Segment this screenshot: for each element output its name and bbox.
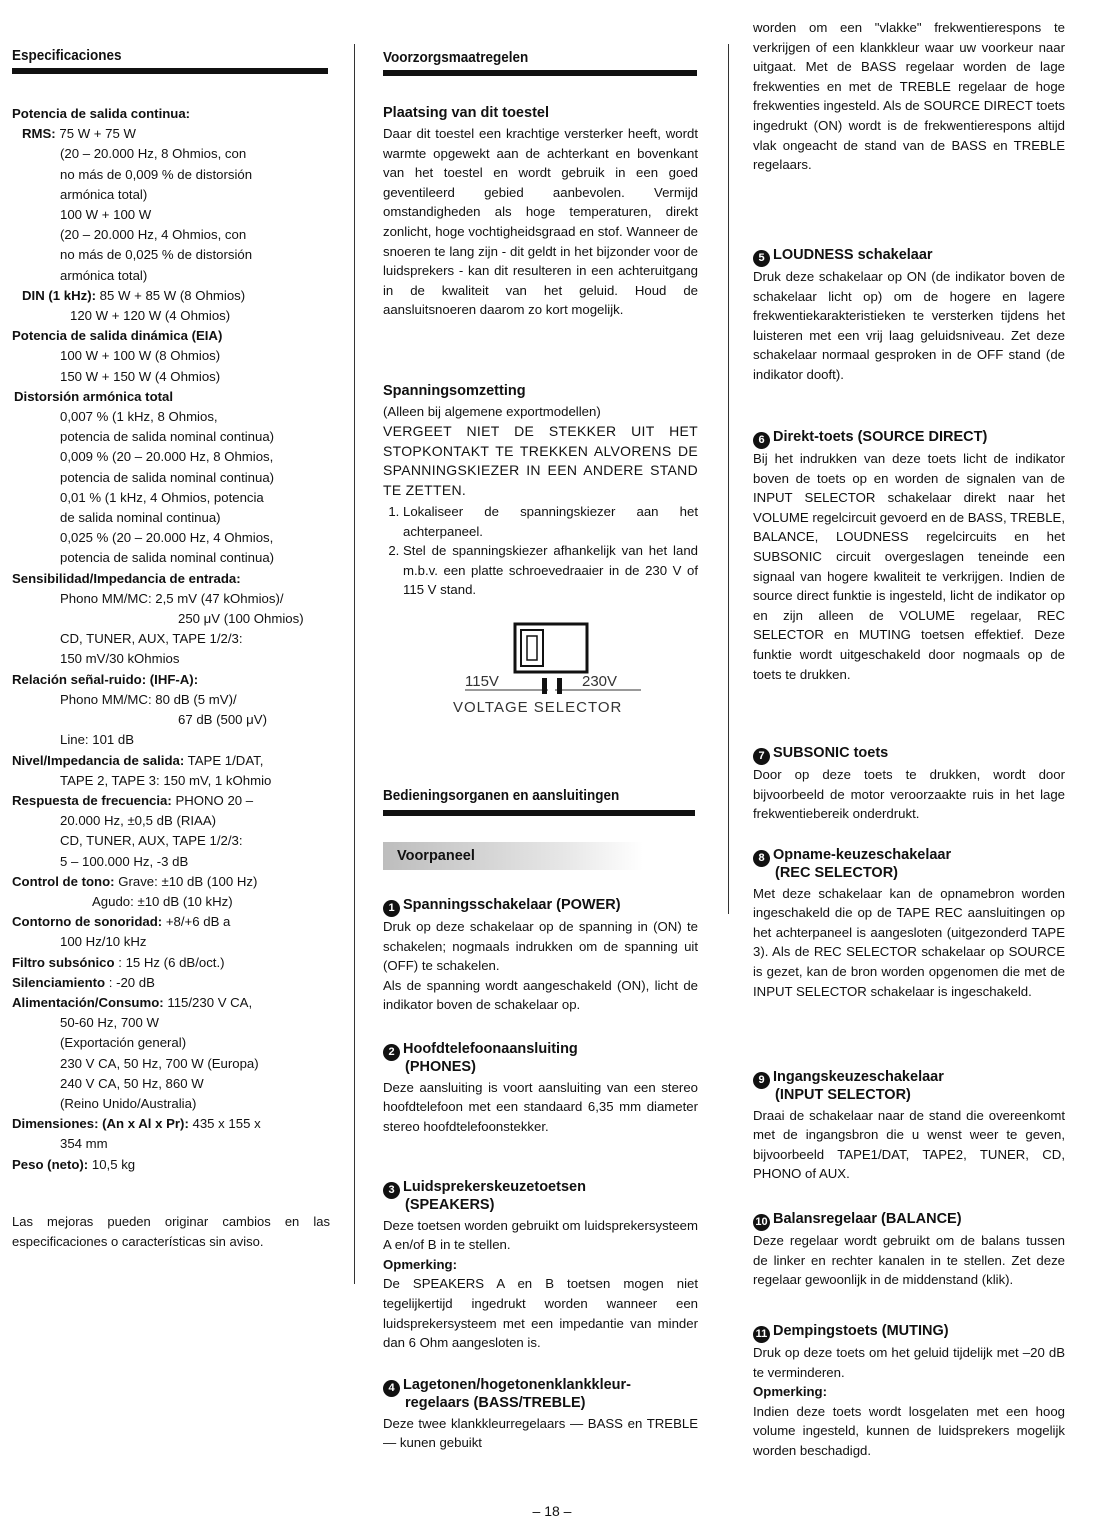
spec-label: Dimensiones: (An x Al x Pr): <box>12 1116 189 1132</box>
bedien-title-rule <box>383 810 695 816</box>
item-title-text: Lagetonen/hogetonenklankkleur- <box>403 1377 631 1393</box>
spec-label: Contorno de sonoridad: <box>12 914 163 930</box>
item-number-icon: 2 <box>383 1044 400 1061</box>
spanning-step: 1. Lokaliseer de spanningskiezer aan het achterpaneel. <box>403 502 698 541</box>
spec-label: Silenciamiento <box>12 974 106 990</box>
spec-line <box>12 266 342 286</box>
spec-line <box>12 1013 342 1033</box>
item-title-line2: (SPEAKERS) <box>405 1197 495 1213</box>
spec-value: 240 V CA, 50 Hz, 860 W <box>60 1075 204 1091</box>
spec-line <box>12 548 342 568</box>
spec-line <box>12 326 342 346</box>
spec-value: 20.000 Hz, ±0,5 dB (RIAA) <box>60 813 217 829</box>
spec-value: de salida nominal continua) <box>60 510 221 526</box>
spec-line <box>12 609 342 629</box>
item-note-label: Opmerking: <box>753 1384 828 1400</box>
spec-value: PHONO 20 – <box>171 792 254 808</box>
spec-line <box>12 811 342 831</box>
spec-line <box>12 710 342 730</box>
spec-line <box>12 387 342 407</box>
item-description: Deze twee klankkleurregelaars — BASS en TREBLE — kunen gebuikt <box>383 1415 698 1451</box>
plaatsing-title: Plaatsing van dit toestel <box>383 105 549 121</box>
spec-line <box>12 852 342 872</box>
spec-value: 5 – 100.000 Hz, -3 dB <box>60 853 189 869</box>
item-description: Druk deze schakelaar op ON (de indikator boven de schakelaar licht op) om de hogere en lagere frekwentiekarakteristieken te versterken tijdens het luisteren met een vrij laag geluidsniveau. Zet deze schakelaar normaal gesproken in de OFF stand (de indikator dooft). <box>753 269 1065 382</box>
spec-line <box>12 973 342 993</box>
spec-value: 100 W + 100 W (8 Ohmios) <box>60 348 221 364</box>
item-description: Deze aansluiting is voort aansluiting van een stereo hoofdtelefoon met een standaard 6,35 mm diameter stereo hoofdtelefoonstekker. <box>383 1079 698 1134</box>
item-title-text: Dempingstoets (MUTING) <box>773 1323 949 1339</box>
control-item-title <box>753 1210 1065 1231</box>
spec-list <box>12 104 342 1175</box>
spec-line <box>12 165 342 185</box>
spec-line <box>12 104 342 124</box>
item-title-text: Hoofdtelefoonaansluiting <box>403 1041 578 1057</box>
item-number-icon: 9 <box>753 1072 770 1089</box>
spec-value: armónica total) <box>60 267 148 283</box>
spec-value: no más de 0,025 % de distorsión <box>60 247 253 263</box>
item-title-text: Balansregelaar (BALANCE) <box>773 1211 962 1227</box>
item-number-icon: 11 <box>753 1326 770 1343</box>
spec-value: : -20 dB <box>105 974 155 990</box>
item-number-icon: 3 <box>383 1182 400 1199</box>
spec-value: CD, TUNER, AUX, TAPE 1/2/3: <box>60 631 243 647</box>
spec-value: no más de 0,009 % de distorsión <box>60 166 253 182</box>
spec-value: Grave: ±10 dB (100 Hz) <box>114 873 258 889</box>
item-description: Deze regelaar wordt gebruikt om de balans tussen de linker en rechter kanalen in te stellen. Zet deze regelaar gewoonlijk in de middenstand (klik). <box>753 1233 1065 1288</box>
mark-115 <box>542 678 547 694</box>
spec-value: 150 mV/30 kOhmios <box>60 651 180 667</box>
control-item-7 <box>753 744 1065 824</box>
spec-title-rule <box>12 68 328 74</box>
spec-value: 75 W + 75 W <box>55 126 136 142</box>
spec-label: Alimentación/Consumo: <box>12 994 164 1010</box>
spec-line <box>12 1033 342 1053</box>
spec-line <box>12 306 342 326</box>
spec-value: TAPE 1/DAT, <box>184 752 264 768</box>
item-title-line2: (INPUT SELECTOR) <box>775 1087 911 1103</box>
spec-label: Relación señal-ruido: (IHF-A): <box>12 671 199 687</box>
spec-line <box>12 1054 342 1074</box>
item-description: Druk op deze schakelaar op de spanning in (ON) te schakelen; nogmaals indrukken om de spanning uit (OFF) te schakelen. <box>383 919 698 974</box>
spec-value: TAPE 2, TAPE 3: 150 mV, 1 kOhmio <box>60 772 272 788</box>
spec-line <box>12 932 342 952</box>
voorpaneel-title: Voorpaneel <box>397 848 475 864</box>
item-number-icon: 6 <box>753 432 770 449</box>
control-item-8 <box>753 846 1065 1001</box>
label-230v: 230V <box>582 673 618 690</box>
spec-value: 50-60 Hz, 700 W <box>60 1015 159 1031</box>
spec-line <box>12 1155 342 1175</box>
item-title-text: Luidsprekerskeuzetoetsen <box>403 1179 586 1195</box>
spec-line <box>12 892 342 912</box>
spec-note: Las mejoras pueden originar cambios en las especificaciones o características sin aviso. <box>12 1214 330 1249</box>
spec-line <box>12 185 342 205</box>
spec-line <box>12 508 342 528</box>
spec-value: 230 V CA, 50 Hz, 700 W (Europa) <box>60 1055 259 1071</box>
spec-line <box>12 427 342 447</box>
spanning-steps <box>383 502 698 600</box>
spec-line <box>12 144 342 164</box>
item-title-line2: (REC SELECTOR) <box>775 865 898 881</box>
spec-value: Phono MM/MC: 2,5 mV (47 kOhmios)/ <box>60 590 284 606</box>
spec-label: Peso (neto): <box>12 1156 89 1172</box>
spec-line <box>12 245 342 265</box>
item-4-continued: worden om een "vlakke" frekwentierespons te verkrijgen of een klankkleur waar uw voorkeur naar uitgaat. Met de BASS regelaar worden de lage frekwenties en met de TREBLE regelaar de hoge frekwenties ingesteld. Als de SOURCE DIRECT toets ingedrukt (ON) wordt is de frekwentierespons altijd vlak ongeacht de stand van de BASS en TREBLE regelaars. <box>753 20 1065 173</box>
spec-line <box>12 1074 342 1094</box>
mark-230 <box>557 678 562 694</box>
spec-value: Agudo: ±10 dB (10 kHz) <box>92 893 233 909</box>
spec-value: 0,01 % (1 kHz, 4 Ohmios, potencia <box>60 489 264 505</box>
spec-value: +8/+6 dB a <box>162 914 231 930</box>
spec-line <box>12 730 342 750</box>
item-number-icon: 10 <box>753 1214 770 1231</box>
page-number: – 18 – <box>532 1503 572 1519</box>
spec-line <box>12 205 342 225</box>
spec-value: 100 W + 100 W <box>60 207 152 223</box>
spec-value: (Exportación general) <box>60 1035 187 1051</box>
spec-line <box>12 528 342 548</box>
spec-value: 354 mm <box>60 1136 108 1152</box>
control-item-9 <box>753 1068 1065 1184</box>
spec-line <box>12 872 342 892</box>
spec-value: : 15 Hz (6 dB/oct.) <box>114 954 225 970</box>
spec-line <box>12 912 342 932</box>
item-number-icon: 4 <box>383 1380 400 1397</box>
item-description: Druk op deze toets om het geluid tijdelijk met –20 dB te verminderen. <box>753 1345 1065 1380</box>
item-note-label: Opmerking: <box>383 1256 458 1272</box>
spec-line <box>12 468 342 488</box>
spanning-warning: VERGEET NIET DE STEKKER UIT HET STOPKONTAKT TE TREKKEN ALVORENS DE SPANNINGSKIEZER IN EEN ANDERE STAND TE ZETTEN. <box>383 423 698 498</box>
spec-value: potencia de salida nominal continua) <box>60 550 275 566</box>
spec-value: 85 W + 85 W (8 Ohmios) <box>96 287 246 303</box>
spec-value: Line: 101 dB <box>60 732 135 748</box>
control-item-3 <box>383 1178 698 1353</box>
spec-line <box>12 225 342 245</box>
spec-value: 150 W + 150 W (4 Ohmios) <box>60 368 221 384</box>
voltage-selector-caption: VOLTAGE SELECTOR <box>453 699 623 716</box>
item-title-text: Opname-keuzeschakelaar <box>773 847 952 863</box>
spanning-subtitle: (Alleen bij algemene exportmodellen) <box>383 404 601 419</box>
spec-value: 0,007 % (1 kHz, 8 Ohmios, <box>60 409 218 425</box>
item-description: Door op deze toets te drukken, wordt door bijvoorbeeld de motor veroorzaakte ruis in het lage frekwentiebereik onderdrukt. <box>753 767 1065 822</box>
control-item-6 <box>753 428 1065 684</box>
column-divider-2 <box>728 44 729 914</box>
spec-value: 0,009 % (20 – 20.000 Hz, 8 Ohmios, <box>60 449 274 465</box>
spec-line <box>12 1094 342 1114</box>
spec-value: 120 W + 120 W (4 Ohmios) <box>70 308 231 324</box>
control-item-1 <box>383 896 698 1015</box>
spec-line <box>12 488 342 508</box>
spec-line <box>12 447 342 467</box>
item-note-text: Indien deze toets wordt losgelaten met een hoog volume ingesteld, kunnen de luidsprekers mogelijk worden beschadigd. <box>753 1403 1065 1458</box>
spec-value: (20 – 20.000 Hz, 4 Ohmios, con <box>60 227 247 243</box>
spec-value: potencia de salida nominal continua) <box>60 469 275 485</box>
control-item-11 <box>753 1322 1065 1461</box>
item-title-text: Spanningsschakelaar (POWER) <box>403 897 621 913</box>
spec-label: Potencia de salida dinámica (EIA) <box>12 328 223 344</box>
spec-line <box>12 589 342 609</box>
spec-value: 10,5 kg <box>88 1156 136 1172</box>
item-number-icon: 5 <box>753 250 770 267</box>
item-title-text: Direkt-toets (SOURCE DIRECT) <box>773 429 988 445</box>
spec-line <box>12 649 342 669</box>
control-item-5 <box>753 246 1065 385</box>
spec-value: 67 dB (500 μV) <box>178 712 267 728</box>
voorzorg-title: Voorzorgsmaatregelen <box>383 49 529 66</box>
control-item-10 <box>753 1210 1065 1290</box>
spec-line <box>12 831 342 851</box>
spec-value: armónica total) <box>60 186 148 202</box>
control-item-title <box>753 1322 1065 1343</box>
spec-line <box>12 771 342 791</box>
spec-value: 435 x 155 x <box>188 1116 261 1132</box>
spec-value: 0,025 % (20 – 20.000 Hz, 4 Ohmios, <box>60 530 274 546</box>
spec-label: DIN (1 kHz): <box>22 287 96 303</box>
spec-line <box>12 1134 342 1154</box>
spec-line <box>12 993 342 1013</box>
item-title-line2: (PHONES) <box>405 1059 476 1075</box>
spec-value: (Reino Unido/Australia) <box>60 1095 197 1111</box>
spec-line <box>12 690 342 710</box>
spec-line <box>12 1114 342 1134</box>
spec-label: Respuesta de frecuencia: <box>12 792 172 808</box>
spec-value: (20 – 20.000 Hz, 8 Ohmios, con <box>60 146 247 162</box>
item-title-text: LOUDNESS schakelaar <box>773 247 933 263</box>
spec-label: Potencia de salida continua: <box>12 106 191 121</box>
spec-line <box>12 670 342 690</box>
column-divider-1 <box>354 44 355 1284</box>
spec-value: 115/230 V CA, <box>163 994 253 1010</box>
spec-line <box>12 629 342 649</box>
spec-line <box>12 367 342 387</box>
spec-line <box>12 569 342 589</box>
spec-label: Nivel/Impedancia de salida: <box>12 752 185 768</box>
control-item-4 <box>383 1376 698 1453</box>
control-item-2 <box>383 1040 698 1136</box>
spanning-title: Spanningsomzetting <box>383 383 526 399</box>
spec-value: Phono MM/MC: 80 dB (5 mV)/ <box>60 691 237 707</box>
item-description: Met deze schakelaar kan de opnamebron worden ingeschakeld die op de TAPE REC aansluitingen op het achterpaneel is aangesloten (uitgezonderd TAPE 3). Als de REC SELECTOR schakelaar op SOURCE is gezet, kan de bron worden opgenomen die met de INPUT SELECTOR schakelaar is ingeschakeld. <box>753 885 1065 999</box>
item-note-text: De SPEAKERS A en B toetsen mogen niet tegelijkertijd ingedrukt worden wanneer een luidsprekersysteem met een impedantie van minder dan 6 Ohm aangesloten is. <box>383 1276 698 1351</box>
item-title-text: SUBSONIC toets <box>773 745 889 761</box>
spec-line <box>12 124 342 144</box>
voorzorg-title-rule <box>383 70 697 76</box>
item-description: Bij het indrukken van deze toets licht de indikator boven de toets op en worden de signalen van de INPUT SELECTOR schakelaar direkt naar het VOLUME regelcircuit gevoerd en de BASS, TREBLE, BALANCE, LOUDNESS regelcircuits en het SUBSONIC circuit overgeslagen teneinde een signaal van hogere kwaliteit te verkrijgen. Indien de source direct funktie is ingesteld, licht de indikator op en zijn alleen de VOLUME regelaar, REC SELECTOR en MUTING toetsen effektief. Deze funktie wordt uitgeschakeld door nogmaals op de toets te drukken. <box>753 451 1066 682</box>
item-title-text: Ingangskeuzeschakelaar <box>773 1069 944 1085</box>
item-number-icon: 1 <box>383 900 400 917</box>
control-item-title <box>753 744 1065 765</box>
spec-title: Especificaciones <box>12 47 122 64</box>
spec-line <box>12 407 342 427</box>
spec-label: Control de tono: <box>12 873 115 889</box>
spanning-step: 2. Stel de spanningskiezer afhankelijk van het land m.b.v. een platte schroevedraaier in de 230 V of 115 V stand. <box>403 541 698 600</box>
spec-value: 250 μV (100 Ohmios) <box>178 611 304 627</box>
spec-value: potencia de salida nominal continua) <box>60 429 275 445</box>
spec-line <box>12 346 342 366</box>
spec-line <box>12 286 342 306</box>
spec-line <box>12 751 342 771</box>
item-description: Draai de schakelaar naar de stand die overeenkomt met de ingangsbron die u wenst weer te geven, bijvoorbeeld TAPE1/DAT, TAPE2, TUNER, CD, PHONO of AUX. <box>753 1107 1065 1182</box>
item-number-icon: 8 <box>753 850 770 867</box>
spec-label: Filtro subsónico <box>12 954 115 970</box>
item-title-line2: regelaars (BASS/TREBLE) <box>405 1395 586 1411</box>
item-description-2: Als de spanning wordt aangeschakeld (ON), licht de indikator boven de schakelaar op. <box>383 977 698 1013</box>
control-item-title <box>753 246 1065 267</box>
voltage-selector-diagram <box>443 620 663 720</box>
label-115v: 115V <box>465 673 499 690</box>
spec-line <box>12 953 342 973</box>
item-number-icon: 7 <box>753 748 770 765</box>
control-item-title <box>383 896 698 917</box>
control-item-title <box>753 428 1065 449</box>
item-description: Deze toetsen worden gebruikt om luidsprekersysteem A en/of B in te stellen. <box>383 1217 698 1253</box>
plaatsing-text: Daar dit toestel een krachtige versterker heeft, wordt warmte opgewekt aan de achterkant en bovenkant van het toestel en wordt gebruik in een goed geventileerd gebied aanbevolen. Vermijd omstandigheden als hoge temperaturen, direkt zonlicht, hoge vochtigheidsgraad en stof. Wanneer de snoeren te lang zijn - dit geldt in het bijzonder voor de luidsprekers - kan dit resulteren in een achteruitgang in de kwaliteit van het geluid. Houd de aansluitsnoeren daarom zo kort mogelijk. <box>383 126 698 318</box>
spec-value: 100 Hz/10 kHz <box>60 934 147 950</box>
bedien-title: Bedieningsorganen en aansluitingen <box>383 787 620 804</box>
spec-value: CD, TUNER, AUX, TAPE 1/2/3: <box>60 833 243 849</box>
spec-label: RMS: <box>22 126 56 142</box>
spec-line <box>12 791 342 811</box>
spec-label: Sensibilidad/Impedancia de entrada: <box>12 570 241 586</box>
spec-label: Distorsión armónica total <box>14 388 174 404</box>
